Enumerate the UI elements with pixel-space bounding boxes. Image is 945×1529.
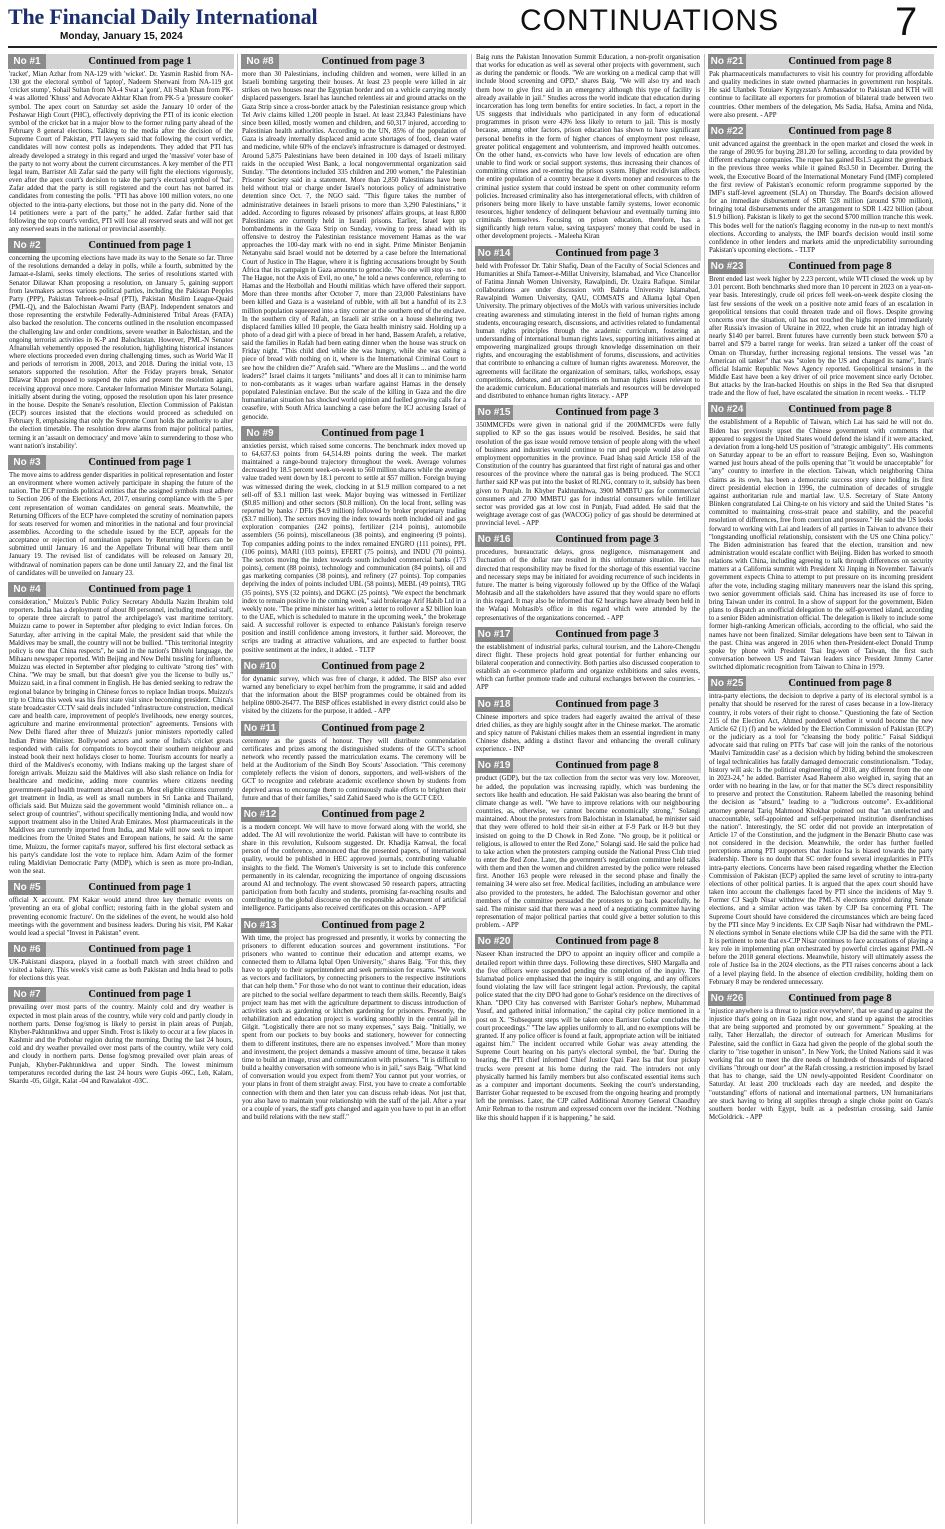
continued-from-label: Continued from page 3 [555, 698, 659, 710]
story-body: is a modern concept. We will have to move forward along with the world, she added. The AI will revolutionize the world. Pakistan will have to contribute its share in this revolution, Kulsoom suggested. Dr. Khadija Kanwal, the focal person of the conference, announced that the presented papers, of international quality, would be published in HEC approved journals, contributing valuable insights to the field. The Women's University is set to include this conference permanently in its calendar, recognizing the importance of ongoing discussions around AI and technology. The event showcased 50 research papers, attracting participation from both faculty and students, promising far-reaching results and contributing to the global discourse on the responsible advancement of artificial intelligence. Participants also received certificates on this occasion. - APP [242, 823, 466, 913]
story [708, 259, 934, 398]
story-body: more than 30 Palestinians, including children and women, were killed in an Israeli bombing targeting their houses. At least 23 people were killed in air strikes on two houses near the Egyptian border and on a vehicle carrying mostly displaced passengers. Israel has launched relentless air and ground attacks on the Gaza Strip since a cross-border attack by the Palestinian resistance group which Tel Aviv claims killed 1,200 people in Israel. At least 23,843 Palestinians have since been killed, mostly women and children, and 60,317 injured, according to Palestinian health authorities. According to the UN, 85% of the population of Gaza is already internally displaced amid acute shortages of food, clean water and medicine, while 60% of the enclave's infrastructure is damaged or destroyed. Around 5,875 Palestinians have been detained in 100 days of Israeli military raids in the occupied West Bank, a local nongovernmental organization said Sunday. "The detentions included 335 children and 200 women," the Palestinian Prisoner Society said in a statement. More than 2,850 Palestinians have been held without trial or charge under Israel's notorious policy of administrative detention since Oct. 7, the NGO said. "This figure takes the number of administrative detainees in Israeli prisons to more than 3,290 Palestinians," it added. According to figures released by prisoners' affairs groups, at least 8,800 Palestinians are currently held in Israeli prisons. Earlier, Israel kept up bombardments in the Gaza Strip on Sunday, vowing to press ahead with its offensive to destroy the Palestinian resistance movement Hamas as the war approaches the 100-day mark with no end in sight. Prime Minister Benjamin Netanyahu said Israel would not be deterred by a case before the International Court of Justice in The Hague, where it is fighting accusations brought by South Africa that its campaign in Gaza amounts to genocide. "No one will stop us - not The Hague, not the Axis of Evil, no one," he told a news conference, referring to Hamas and the Hezbollah and Houthi militias which have offered their support. More than three months after October 7, more than 23,000 Palestinians have been killed and Gaza is a wasteland of rubble, with all but a handful of its 2.3 million population squeezed into a tiny corner at the southern end of the enclave. In the southern city of Rafah, an Israeli air strike on a house sheltering two displaced families killed 10 people, the Gaza health ministry said. Holding up a photo of a dead girl with a piece of bread in her hand, Bassem Arafeh, a relative, said the families in Rafah had been eating dinner when the house was struck on Friday night. "This child died while she was hungry, while she was eating a piece of bread with nothing on it, where is the International Criminal Court to see how the children die?" Arafeh said. "Where are the Muslims ... and the world leaders?" Israel claims it targets "militants" and does all it can to minimise harm to non-combatants as it wages urban warfare against Hamas in the densely populated Palestinian enclave. But the scale of the killing in Gaza and the dire humanitarian situation has shocked world opinion and fuelled growing calls for a ceasefire, with South Africa launching a case before the ICJ accusing Israel of genocide. [242, 71, 466, 421]
story-body: for dynamic survey, which was free of charge, it added. The BISP also ever warned any beneficiary to expel her/him from the programme, it said and added that the information about the BISP programmes could be obtained from its helpline 0800-26477. The BISP offices established in every district could also be visited by the citizens for the purpose, it added. - APP [242, 675, 466, 716]
story [8, 238, 234, 451]
continued-from-label: Continued from page 3 [321, 56, 425, 67]
story-body: With time, the project has progressed and presently, it works by connecting the prisoners to different education sources and government institutions. "For prisoners who wanted to continue their education and attempt exams, we connected them to Allama Iqbal Open University," shares Baig. "For this, they have to apply to their superintendent and seek permission for exams. "We work as vectors and facilitators, by connecting prisoners to the respective institutions that can help them." For those who do not want to continue their education, ideas are pitched to the social welfare department to teach them skills. Recently, Baig's project team has met with the agriculture department to discuss introduction of activities such as gardening or kitchen gardening for prisoners. Presently, the rehabilitation and education project is working smoothly in the central jail in Gilgit. "Logistically there are not so many expenses," says Baig. "Initially, we spent from our pockets to buy books and stationery, however for connecting them to different institutes, there are no expenses involved." More than money and investment, the project demands a massive amount of time, because it takes time to build an image, trust and communication with prisoners. "It is difficult to build a healthy conversation with someone who is in jail," says Baig. "What kind of conversation would you expect from them? You cannot put your worries, or your plans in front of them straight away. First, you have to create a comfortable connection with them and then later you can discuss rehab ideas. Not just that, you also have to maintain your relationship with the staff of the jail. After a year or a couple of years, the staff gets changed and again you have to put in an effort and build relations with the new staff." [242, 934, 466, 1121]
story [475, 532, 701, 622]
story-header [475, 405, 701, 420]
story-number-tag: No #23 [708, 259, 746, 274]
story-number-tag: No #17 [475, 627, 513, 642]
story-header [475, 934, 701, 949]
story-body: 350MMCFDs were given in national grid if the 200MMCFDs were fully supplied to KP so the gas issues would be resolved. Besides, he said that resolution of the gas issue would remove tension of people along with the wheel of business and industries would continue to run and people would also avail employment opportunities in the province. Fuad Ishaq said Article 158 of the Constitution of the country has guaranteed that first right of natural gas and other resources of the province where the natural gas is being produced. The SCCI further said KP was put into the basket of RLNG, contrary to it, subsidy has been given to Punjab. In Khyber Pakhtunkhwa, 3900 MMBTU gas for commercial consumers and 2700 MMBTU gas for industrial consumers while fertilizer sector was provided gas at low cost in Punjab, Fuad added. He said that the weightage average cost of gas (WACOG) policy of gas should be determined at provincial level. - APP [476, 422, 700, 528]
story-header [241, 918, 467, 933]
story-header [241, 807, 467, 822]
story [708, 54, 934, 120]
story-number-tag: No #19 [475, 758, 513, 773]
story-number-tag: No #25 [708, 676, 746, 691]
story-body: the establishment of a Republic of Taiwan, which Lai has said he will not do. Biden has previously upset the Chinese government with comments that appeared to suggest the United States would defend the island if it were attacked, a deviation from a long-held US position of "strategic ambiguity". His comments on Saturday appear to be an effort to reassure Beijing. Even so, Washington warned just hours ahead of the polls opening that "it would be unacceptable" for "any" country to interfere in the election. Taiwan, which neighboring China claims as its own, has been a democratic success story since holding its first direct presidential election in 1996, the culmination of decades of struggle against authoritarian rule and martial law. U.S. Secretary of State Antony Blinken congratulated Lai Ching-te on his victory and said the United States "is committed to maintaining cross-strait peace and stability, and the peaceful resolution of differences, free from coercion and pressure." He said the US looks forward to working with Lai and leaders of all parties in Taiwan to advance their "longstanding unofficial relationship, consistent with the US one China policy." The Biden administration has feared that the election, transition and new administration would escalate conflict with Beijing. Biden has worked to smooth relations with China, including agreeing to talk through differences on security matters at a California summit with President Xi Jinping in November. Taiwan's government expects China to attempt to put pressure on its incoming president after the vote, including staging military maneuvers near the island this spring, two senior government officials said. China has increased its use of force to bring Taiwan under its control. In a show of support for the government, Biden plans to dispatch an unofficial delegation to the self-governed island, according to a senior Biden administration official. The delegation is likely to include some former high-ranking American officials, according to the official, who said the names have not been finalized. Similar delegations have been sent to Taiwan in the past. China was angered in 2016 when then-President-elect Donald Trump spoke by phone with President Tsai Ing-wen of Taiwan, the first such conversation between US and Taiwan leaders since President Jimmy Carter switched diplomatic recognition from Taiwan to China in 1979. [709, 419, 933, 672]
column-1 [8, 54, 234, 1524]
story-body: Chinese importers and spice traders had eagerly awaited the arrival of these dried chilies, as they are highly sought after in the Chinese market. The aromatic and spicy nature of Pakistani chilies makes them an essential ingredient in many Chinese dishes, adding a distinct flavor and enhancing the overall culinary experience. - INP [476, 713, 700, 754]
story-header [8, 54, 234, 69]
continued-from-label: Continued from page 8 [788, 404, 892, 416]
story-number-tag: No #22 [708, 124, 746, 139]
story-header [241, 659, 467, 674]
story-header [8, 942, 234, 957]
story-header [241, 426, 467, 441]
continued-from-label: Continued from page 1 [321, 427, 425, 439]
story-number-tag: No #11 [241, 721, 279, 736]
continued-from-label: Continued from page 3 [555, 247, 659, 259]
story-number-tag: No #2 [8, 238, 46, 253]
story-number-tag: No #5 [8, 880, 46, 895]
story-number-tag: No #21 [708, 54, 746, 69]
story [241, 918, 467, 1123]
story-number-tag: No #3 [8, 455, 46, 470]
story [475, 934, 701, 1122]
story-body: product (GDP), but the tax collection from the sector was very low. Moreover, he added, the population was increasing rapidly, which was burdening the sectors like health and education. He said Pakistan was also bearing the brunt of climate change as well. "We have to improve relations with our neighbouring countries, as, otherwise, we cannot become economically strong," Solangi maintained. About the protesters from Balochistan in Islamabad, he minister said that they were offered to hold their sit-in either at F-9 Park or H-9 but they insisted on going to the D Chowk in Red Zone. "No group, be it political or religious, is allowed to enter the Red Zone," Solangi said. He said the police had to take action when the protesters camping outside the National Press Club tried to enter the Red Zone. Later, the government's negotiation committee held talks with them and then the women and children arrested by the police were released first. Another 163 people were released in the second phase and finally the remaining 34 were also set free. Medical facilities, including an ambulance were also provided to the protesters, he added. The Balochistan governor and other members of the committee persuaded the protesters to go back peacefully, he said. The minister said that there was a need of a negotiating committee having representation of major political parties that could give a better solution to this problem. - APP [476, 775, 700, 930]
continued-from-label: Continued from page 8 [788, 261, 892, 273]
story-body: 'racket', Mian Azhar from NA-129 with 'wicket'. Dr. Yasmin Rashid from NA-130 got the electoral symbol of 'laptop', Nadeem Sherwani from NA-119 got 'cricket stump', Sohail Sultan from NA-4 Swat a 'gont', Ali Shah Khan from PK-4 was allotted 'Khuss' and Advocate Akhtar Khan from PK-5 a 'pressure cooker' symbol. The apex court on Saturday set aside the January 10 order of the Peshawar High Court (PHC), effectively depriving the PTI of its iconic election symbol of the cricket bat in a major blow to the former ruling party ahead of the February 8 general elections. Talking to the media after the decision of the Supreme Court of Pakistan, PTI lawyers said that following the court verdict, candidates will now contest polls as independents. They added that PTI has already developed a strategy in this regard and urged the 'massive' voter base of the party to not worry about the current circumstances. A key member of the PTI legal team, Barrister Ali Zafar said the party will fight the elections vigorously, even after the apex court's decision to take the party's electoral symbol of 'bat'. Zafar added that the party is still registered and the court has not barred its candidates from contesting the polls. "PTI has above 100 million voters, no one objected to the intra-party elections, but those not in the party did. None of the 14 petitioners were a part of the party," he added. Zafar further said that following the top court's verdict, PTI will lose all reserved seats and will not get any reserved seats in the national or provincial assembly. [9, 71, 233, 233]
story [475, 54, 701, 242]
story-body: Naseer Khan instructed the DPO to appoint an inquiry officer and compile a detailed report within three days. Following these directives, SHO Margalla and the five officers were suspended pending the completion of the inquiry. The Islamabad police emphasised that the inquiry is still ongoing, and any officers found violating the law will face stringent legal action. Previously, the capital police stated that the city DPO had gone to Gohar's residence on the directives of Khan. "DPO City has conversed with Barrister Gohar's nephew, Muhammad Yusuf, and gathered initial information," the capital city police mentioned in a post on X. "Subsequent steps will be taken once Barrister Gohar concludes the court proceedings." "The law applies uniformly to all, and no exemptions will be granted. If any police officer is found at fault, appropriate action will be initiated against him." The incident occurred while Gohar was away attending the Supreme Court hearing on his party's electoral symbol, the 'bat'. During the hearing, the PTI chief informed Chief Justice Qazi Faez Isa that four pickup trucks were present at his home during the raid. The intruders not only physically harmed his family members but also confiscated essential items such as a computer and important documents. Seeking the court's understanding, Barrister Gohar requested to be excused from the ongoing hearing and promptly left the premises. Later, the CJP called Additional Attorney General Chaudhry Amir Rehman to the rostrum and expressed concern over the incident. "Nothing like this should happen if it is happening," he said. [476, 951, 700, 1122]
continued-from-label: Continued from page 2 [321, 660, 425, 672]
story-header [475, 758, 701, 773]
story-header [475, 627, 701, 642]
story-number-tag: No #8 [241, 54, 279, 69]
story-body: UK-Pakistani diaspora, played in a football match with street children and visited a bakery. This week's visit came as both Pakistan and India head to polls for elections this year. [9, 959, 233, 983]
column-4 [708, 54, 934, 1524]
story-body: prevailing over most parts of the country. Mainly cold and dry weather is expected in most plain areas of the country, while very cold and partly cloudy in northern parts. Dense fog/smog is likely to persist in plain areas of Punjab, Khyber-Pakhtunkhwa and upper Sindh. Frost is likely to occur at a few places in Kashmir and the Pothohar region during the morning. During the last 24 hours, cold and dry weather prevailed over most parts of the country, while very cold and cloudy in northern parts. Dense fog/smog prevailed over plain areas of Punjab, Khyber-Pakhtunkhwa and upper Sindh. The lowest minimum temperatures recorded during the last 24 hours were Gupis -06C, Leh, Kalam, Skardu -05, Gilgit, Kalat -04 and Rawalakot -03C. [9, 1004, 233, 1085]
story-number-tag: No #6 [8, 942, 46, 957]
column-3 [475, 54, 701, 1524]
story [8, 987, 234, 1086]
story-body: concerning the upcoming elections have made its way to the Senate so far. Three of the resolutions demanded a delay in polls, while a fourth, submitted by the Jamaat-e-Islami, seeks timely elections. The series of resolutions started with Senator Dilawar Khan proposing a resolution, on January 5, gaining support from lawmakers across various political parties, including the Pakistan Peoples Party (PPP), Pakistan Tehreek-e-Insaf (PTI), Pakistan Muslim League-Quaid (PML-Q), and the Balochistan Awami Party (BAP). Independent senators and those representing the erstwhile Federally-Administered Tribal Areas (FATA) also backed the resolution. The concerns outlined in the resolution encompassed the challenging law and order conditions, severe weather in Balochistan, and the ongoing terrorist activities in K-P and Balochistan. However, PML-N Senator Afnanullah vehemently opposed the resolution, highlighting historical instances where elections proceeded even during challenging times, such as World War II and periods of terrorism in 2008, 2013, and 2018. During the initial vote, 13 senators supported the resolution. After the Friday prayers break, Senator Dilawar Khan proposed to suspend the rules and present the resolution again, receiving approval once more. Caretaker Information Minister Murtaza Solangi, initially absent during the voting, opposed the resolution upon his later presence in the house. Despite the Senate's resolution, Election Commission of Pakistan (ECP) sources insisted that the elections would proceed as scheduled on February 8, emphasising that only the Supreme Court holds the authority to alter the election timetable. The resolution drew alarms from major political parties, terming it an 'assault on democracy' and move 'akin to surrendering to those who want nation's instability'. [9, 255, 233, 450]
continued-from-label: Continued from page 1 [88, 456, 192, 468]
story-header [241, 721, 467, 736]
story-body: Baig runs the Pakistan Innovation Summit Education, a non-profit organisation that works for education as well as several other projects with government, such as during the pandemic or floods. "We are working on a medical camp that will include blood screening and OPD," shares Baig. "We will also try and teach them how to give first aid in an emergency although this type of facility is already available in jail." Studies across the world indicate that education during incarceration has long term benefits for entire societies. In fact, a report in the US suggests that individuals who participated in any form of educational programmes in prison were 43% less likely to return to jail. This is mostly because, among other factors, prison education has shown to have significant personal benefits in the form of higher chances of employment post release, greater political engagement and volunteerism, and improved health outcomes. On the other hand, ex-convicts who have low levels of education are often unable to find work or social support systems, thus increasing their chances of committing crimes and re-entering the prison system. Higher recidivism affects the entire population of a country because it diverts money and resources to the criminal justice system that could instead be spent on other community reform policies. Increased criminality also has intergenerational effects, with children of prisoners being more likely to have unstable family systems, lower economic resources, higher tendency of delinquent behaviour and eventually turning into criminals themselves. Focusing on prison education, therefore, has a significantly high return value, saving taxpayers' money that could be used in other development projects. - Maleeha Kiran [476, 54, 700, 241]
paper-name: The Financial Daily International [8, 4, 318, 29]
story-number-tag: No #26 [708, 991, 746, 1006]
story-header [241, 54, 467, 69]
continued-from-label: Continued from page 8 [555, 936, 659, 948]
story-header [708, 259, 934, 274]
story-header [8, 455, 234, 470]
column-divider [471, 54, 472, 1524]
continued-from-label: Continued from page 8 [555, 760, 659, 772]
story-header [708, 991, 934, 1006]
continued-from-label: Continued from page 8 [788, 992, 892, 1004]
story-number-tag: No #16 [475, 532, 513, 547]
story [8, 582, 234, 876]
story-number-tag: No #10 [241, 659, 279, 674]
story [8, 880, 234, 938]
story [8, 455, 234, 578]
story-body: unit advanced against the greenback in the open market and closed the week in the range of 280.95 for buying 281.20 for selling, according to data provided by different exchange companies. The rupee has gained Rs1.5 against the greenback in the previous three weeks while it gained Rs3.50 in December. During the week, the Executive Board of the International Monetary Fund (IMF) completed the first review of Pakistan's economic reform programme supported by the IMF's staff-level agreement (SLA) on Thursday. The Board's decision allowed for an immediate disbursement of SDR 528 million (around $700 million), bringing total disbursements under the arrangement to SDR 1.422 billion (about $1.9 billion). Pakistan is likely to get the second $700 million tranche this week. This bodes well for the nation's flagging economy in the run-up to next month's elections. According to analysts, the IMF board's decision would instil some confidence in other lenders and markets amid the unpredictability surrounding Pakistan's upcoming elections. - TLTP [709, 140, 933, 254]
masthead [0, 0, 945, 46]
story [8, 54, 234, 234]
continued-from-label: Continued from page 1 [88, 882, 192, 894]
continued-from-label: Continued from page 3 [555, 628, 659, 640]
story [241, 426, 467, 655]
story-body: held with Professor Dr. Tahir Shafiq, Dean of the Faculty of Social Sciences and Humanities at Shifa Tameer-e-Millat University, Islamabad, and Vice Chancellor of Fatima Jinnah Women University, Rawalpindi, Dr. Uzaira Rafique. Similar collaborations are under discussion with Bahria University Islamabad, Rawalpindi Women University, QAU, COMSATS and Allama Iqbal Open University. The primary objectives of the MoUs with various universities include creating awareness and stimulating interest in the field of human rights among students, encouraging research, discussions, and activities related to fundamental human rights principles through the academic curriculum, fostering an understanding of international human rights laws, supporting initiatives aimed at empowering marginalized groups through knowledge dissemination on their rights, and encouraging the establishment of forums, discussions, and activities that contribute to enhancing a culture of human rights awareness. Moreover, the agreements will facilitate the organization of seminars, talks, workshops, essay competitions, debates, and art competitions on human rights issues relevant to the academic curriculum. Educational materials and resources will be developed and distributed to enhance human rights literacy. - APP [476, 262, 700, 401]
story-number-tag: No #18 [475, 697, 513, 712]
story [241, 807, 467, 914]
story [708, 676, 934, 987]
story-body: ceremony as the guests of honour. They will distribute commendation certificates and prizes among the distinguished students of the GCT's school network who recently passed the matriculation exams. The ceremony will be held at the Auditorium of the Sindh Boy Scouts' Association. "This ceremony completely reflects the vision of donors, supporters, and well-wishers of the GCT to recognize and celebrate academic excellence shown by students from deprived areas to encourage them to continuously make efforts to brighten their future and that of their families," said Zahid Saeed who is the GCT CEO. [242, 737, 466, 802]
column-2 [241, 54, 467, 1524]
continued-from-label: Continued from page 8 [788, 56, 892, 67]
continued-from-label: Continued from page 8 [788, 678, 892, 690]
story-number-tag: No #12 [241, 807, 279, 822]
story-body: The move aims to address gender disparities in political representation and foster an environment where women actively participate in shaping the future of the nation. The ECP reminds political entities that the assigned symbols must adhere to Section 206 of the Elections Act, 2017, ensuring compliance with the 5 per cent representation of woman candidates on general seats. Meanwhile, the Returning Officers of the ECP have completed the scrutiny of nomination papers for seats reserved for women and minorities in the national and four provincial assemblies. According to the schedule issued by the ECP, appeals for the acceptance or rejection of nomination papers by Returning Officers can be submitted until January 16 and the Appellate Tribunal will hear them until January 19. The revised list of candidates will be released on January 20, withdrawal of nomination papers can be done until January 22, and the final list of candidates will be unveiled on January 23. [9, 471, 233, 577]
continued-from-label: Continued from page 8 [788, 125, 892, 137]
story [708, 991, 934, 1122]
continued-from-label: Continued from page 1 [88, 583, 192, 595]
story-header [475, 532, 701, 547]
story-header [708, 54, 934, 69]
story-body: consideration," Muizzu's Public Policy Secretary Abdulla Nazim Ibrahim told reporters. India has a deployment of about 80 personnel, including medical staff, to operate three aircraft to patrol the archipelago's vast maritime territory. Muizzu came to power in September after pledging to evict Indian forces. On Saturday, after arriving in the capital Male, the president said that while the Maldives may be small, the country will not be bullied. "This territorial integrity policy is one that China respects", he said in the nation's Dhivehi language, the Mihaaru newspaper reported. With Beijing and New Delhi tussling for influence, Muizzu was elected in September after pledging to cultivate "strong ties" with China. "We may be small, but that doesn't give you the license to bully us," Muizzu said, in a final comment in English. He has denied seeking to redraw the regional balance by bringing in Chinese forces to replace Indian troops. Muizzu's trip to China this week was his first state visit since becoming president. China's state broadcaster CCTV said deals included "infrastructure construction, medical care and health care, improvement of people's livelihoods, new energy sources, agriculture and marine environmental protection" agreements. Tensions with New Delhi flared after three of Muizzu's junior ministers reportedly called Indian Prime Minister. Bollywood actors and some of India's cricket greats responded with calls for compatriots to boycott their southern neighbour and instead book their next holidays closer to home. Tourism accounts for nearly a third of the Maldives's economy, with Indians making up the largest share of foreign arrivals. Muizzu said the Maldives will also slash reliance on India for healthcare and medicine, adding more countries where citizens needing government-paid health treatment abroad can go. Most eligible citizens currently get treatment in India, as well as small numbers in Sri Lanka and Thailand, officials said. But Muizzu said the government would "diminish reliance on... a select group of countries", without specifically mentioning India, and would now support treatment also in the United Arab Emirates. Most pharmaceuticals in the Maldives are currently imported from India, and Male will now seek to import medicines from the United States and European nations, he said. At the same time, Muizzu, the former capital's mayor, suffered his first electoral setback as his party's candidate lost the vote to replace him. Adam Azim of the former ruling Maldivian Democratic Party (MDP), which is seen as more pro-Indian, won the seat. [9, 598, 233, 876]
continued-from-label: Continued from page 2 [321, 919, 425, 931]
story-number-tag: No #20 [475, 934, 513, 949]
continued-from-label: Continued from page 3 [555, 407, 659, 419]
story-body: Pak pharmaceuticals manufacturers to visit his country for providing affordable and quality medicines in state owned pharmacies in government run hospitals. He said Ulanbek Totuiaev Kyrgyzstan's Ambassador to Pakistan and KTH will continue to facilitate all exporters for promotion of bilateral trade between two countries. Other members of the delegation, Ms Sadia, Hafsa, Amina and Nida, were also present. - APP [709, 71, 933, 119]
story-number-tag: No #4 [8, 582, 46, 597]
story-header [8, 987, 234, 1002]
story-header [708, 124, 934, 139]
story [241, 659, 467, 717]
continued-from-label: Continued from page 1 [88, 240, 192, 252]
story-body: anxieties persist, which raised some concerns. The benchmark index moved up to 64,637.63 points from 64,514.89 points during the week. The market maintained a range-bound trajectory throughout the week. Average volumes decreased by 18.5 percent week-on-week to 560 million shares while the average value traded went down by 18.1 percent to settle at $57 million. Foreign buying was witnessed during the week, clocking in at $1.9 million compared to a net sell-off of $3.1 million last week. Major buying was witnessed in Fertilizer ($0.85 million) and other sectors ($0.8 million). On the local front, selling was reported by banks / DFIs ($4.9 million) followed by broker proprietary trading ($3.7 million). The sectors moving the index towards north included oil and gas exploration companies (242 points), fertilizer (214 points), automobile assemblers (56 points), miscellaneous (38 points), and engineering (9 points). Top companies adding points to the index remained ENGRO (111 points), PPL (106 points), MARI (103 points), EFERT (75 points), and INDU (70 points). The sectors moving the index towards south included commercial banks (173 points), cement (88 points), technology and communication (84 points), oil and gas marketing companies (38 points), and refinery (27 points). Top companies depriving the index of points included UBL (58 points), MEBL (49 points), TRG (35 points), SYS (32 points), and DGKC (25 points). "We expect the benchmark index to remain positive in the coming week," said brokerage Arif Habib Ltd in a weekly note. "The prime minister has written a letter to rollover a $2 billion loan to the UAE, which is scheduled to mature in the upcoming week," the brokerage said. A successful rollover is expected to enhance Pakistan's foreign reserve position and instill confidence among investors, it further said. Moreover, the scrips are trading at attractive valuations, and are expected to further boost positive sentiment at the index, it added. - TLTP [242, 442, 466, 654]
story-header [8, 880, 234, 895]
story [708, 402, 934, 672]
story-body: Brent ended last week higher by 2.23 percent, while WTI closed the week up by 3.01 percent. Both benchmarks shed more than 10 percent in 2023 on a year-on-year basis. Interestingly, crude oil prices fell week-on-week despite closing the last few sessions of the week on a positive note amid fears of an escalation in geopolitical tensions that could threaten trade and oil flows. Despite growing concerns over the situation, oil has not touched the highs reported immediately after Russia's invasion of Ukraine in 2022, when crude hit an intraday high of nearly $140 per barrel. Brent futures have currently been stuck between $70 a barrel and $79 a barrel range for weeks. Iran seized a tanker off the coast of Oman on Thursday, further increasing regional tensions. The vessel was "an American oil tanker" that was "stolen by the US and changed its name", Iran's official Islamic Republic News Agency reported. Geopolitical tensions in the Middle East have been a key driver of oil price movement since early October. But attacks by the Iran-backed Houthis on ships in the Red Sea that disrupted trade and the flow of fuel, have escalated the situation in recent weeks. - TLTP [709, 276, 933, 398]
story-body: 'injustice anywhere is a threat to justice everywhere', that we stand up against the injustice that's going on in Gaza right now, and stand up against the atrocities that are being supported and promoted by our government." Speaking at the rally, Taher Herzallah, the director of outreach for American Muslims for Palestine, said the conflict in Gaza had given the people of the global south the clarity to "rise together in unison". In New York, the United Nations said it was working flat out to meet the dire needs of hundreds of thousands of displaced civilians "through our door" at the Rafah crossing, a restriction imposed by Israel that has to change, said the UN newly-appointed Resident Coordinator on Saturday. At least 200 truckloads each day are needed, and despite the "outstanding" efforts of national and international partners, UN humanitarians are stuck having to bring all supplies through a single choke point on Gaza's southern border with Egypt, built as a pedestrian crossing, said Jamie McGoldrick. - APP [709, 1007, 933, 1121]
continued-from-label: Continued from page 1 [88, 56, 192, 67]
page-number: 7 [895, 0, 918, 44]
continued-from-label: Continued from page 2 [321, 722, 425, 734]
story-number-tag: No #13 [241, 918, 279, 933]
story [475, 758, 701, 930]
story [475, 697, 701, 755]
story [241, 54, 467, 422]
continued-from-label: Continued from page 1 [88, 944, 192, 955]
story-header [708, 402, 934, 417]
column-divider [237, 54, 238, 1524]
story [475, 405, 701, 528]
story-body: intra-party elections, the decision to deprive a party of its electoral symbol is a penalty that should be reserved for the rarest of cases because in a low-literacy country, it robs voters of their right to choose." Questioning the fate of Section 215 of the Election Act, Ahmed pondered whether it would become the new Article 62 (1) (f) and be wielded by the Election Commission of Pakistan (ECP) or the judiciary as a tool for "cleansing the body politic." Faisal Siddiqui advocate said that ruling on PTI's 'bat' case will join the ranks of the notorious 'Maulvi Tamizuddin case' as a decision which by hiding behind the smokescreen of legal technicalities has fatally damaged democratic constitutionalism. "Today, history will ask: Is the political engineering of 2018, any different from the one in 2023-24," he added. Barrister Asad Raheem also weighed in, saying that an order with no hearing in the law, or for that matter the SC's direct responsibility to preserve and protect the Constitution. Raheem labelled the reasoning behind the decision as "absurd," leading to a "ludicrous outcome". Ex-additional attorney general Tariq Mahmood Khokhar pointed out that "an unelected and unaccountable, self-appointed and self-perpetuated institution disenfranchises the nation". Interestingly, the SC order did not provide an interpretation of Article 17 of the Constitution, and the judgment in the Benazir Bhutto case was not considered in the decision. Meanwhile, the order has further fuelled perceptions among PTI supporters that Justice Isa is biased towards the party leadership. There is no doubt that SC order found several irregularities in PTI's intra-party elections. Concerns have been raised regarding whether the Election Commission of Pakistan (ECP) applied the same level of scrutiny to intra-party elections of other political parties. It is argued that the apex court should have taken into account the challenges faced by PTI since the incidents of May 9. Former CJ Saqib Nisar withdrew the PML-N elections symbol during Senate elections, and a similar action was taken by CJP Isa concerning PTI. The Supreme Court should have considered the circumstances which are being faced by the PTI since May 9 incidents. Ex CJP Saqib Nisar had withdrawn the PML-N elections symbol in Senate elections while CJP Isa did the same with the PTI. It is pertinent to note that ex-CJP Nisar continues to face accusations of playing a key role in implementing plan orchestrated by powerful circles against PML-N before the 2018 general elections. Meanwhile, history will ultimately assess the role of Justice Isa in the 2024 elections, as the PTI raises concerns about a lack of a level playing field. In the absence of election credibility, holding them on February 8 may be rendered unnecessary. [709, 693, 934, 986]
issue-date: Monday, January 15, 2024 [60, 31, 183, 42]
story-body: official X account. PM Kakar would attend three key thematic events on 'preventing an era of global conflict; restoring faith in the global system and preventing economic fracture'. On the sidelines of the event, he would also hold meetings with the government and business leaders. During his visit, PM Kakar would lead a special "Invest in Pakistan" event. [9, 897, 233, 937]
section-title: CONTINUATIONS [520, 4, 780, 37]
story-header [475, 697, 701, 712]
story [475, 246, 701, 402]
column-divider [704, 54, 705, 1524]
story [708, 124, 934, 255]
story [241, 721, 467, 803]
story-header [8, 582, 234, 597]
story-header [8, 238, 234, 253]
header-rule [8, 46, 937, 48]
story-number-tag: No #9 [241, 426, 279, 441]
story-number-tag: No #1 [8, 54, 46, 69]
story [8, 942, 234, 983]
story-number-tag: No #14 [475, 246, 513, 261]
continued-from-label: Continued from page 2 [321, 808, 425, 820]
story-number-tag: No #24 [708, 402, 746, 417]
story-number-tag: No #7 [8, 987, 46, 1002]
continued-from-label: Continued from page 1 [88, 989, 192, 1001]
story-number-tag: No #15 [475, 405, 513, 420]
continued-from-label: Continued from page 3 [555, 534, 659, 546]
story-header [475, 246, 701, 261]
story-header [708, 676, 934, 691]
story [475, 627, 701, 693]
story-body: procedures, bureaucratic delays, gross negligence, mismanagement and fluctuation of the dollar rate resulted in this unfortunate situation. He has directed that responsibility may be fixed for the shortage of this essential vaccine and necessary steps may be initiated for avoiding recurrence of such incidents in future. The matter is being vigorously followed up by the Office of the Wafaqi Mohtasib and all the stakeholders have assured that they would spare no efforts in this regard. It may also be informed that 62 hearings have already been held in the Wafaqi Mohtasib's office in this regard which were attended by the representatives of the organizations concerned. - APP [476, 549, 700, 622]
story-body: the establishment of industrial parks, cultural tourism, and the Lahore-Chengdu direct flight. These projects hold great potential for further enhancing our bilateral cooperation and connectivity. Both parties also discussed cooperation to establish an e-commerce platform and organize exhibitions and sales events, which can further promote trade and cultural exchanges between the countries. - APP [476, 643, 700, 692]
